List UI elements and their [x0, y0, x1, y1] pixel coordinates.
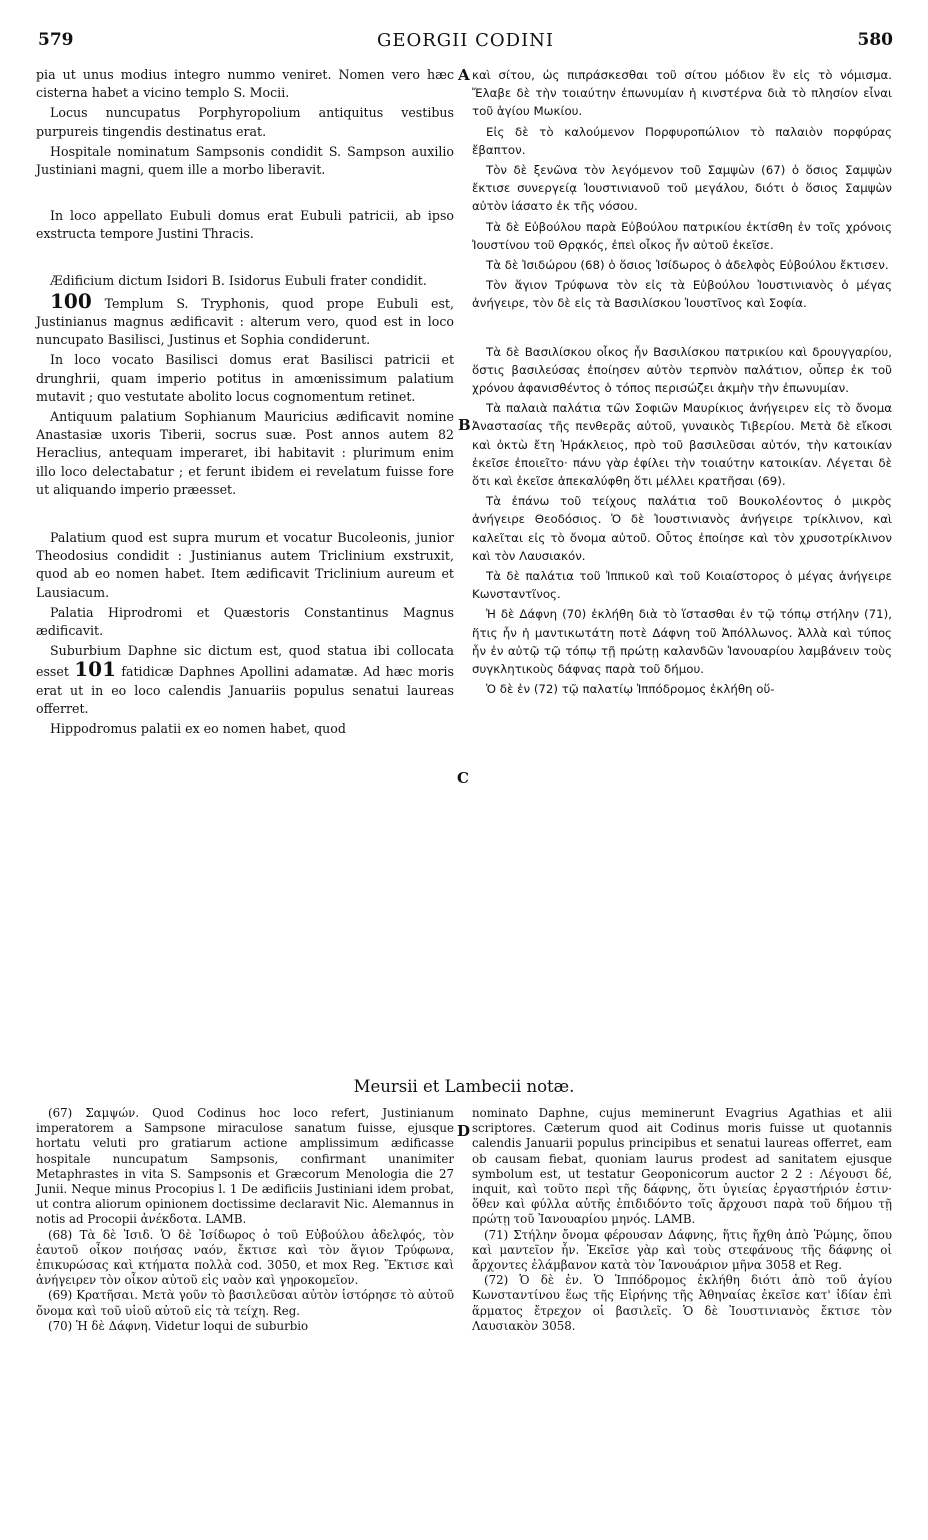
- latin-paragraph: Hippodromus palatii ex eo nomen habet, quod: [50, 721, 346, 737]
- latin-paragraph: Palatium quod est supra murum et vocatur Bucoleonis, junior Theodosius condidit : Justinianus autem Triclinium exstruxit, quod ab eo nomen habet. Item ædificavit Triclinium aureum et Lausiacum.: [36, 530, 454, 600]
- latin-paragraph: [36, 642, 454, 718]
- notes-left-column: [36, 1106, 454, 1334]
- latin-paragraph: Palatia Hiprodromi et Quæstoris Constantinus Magnus ædificavit.: [36, 604, 454, 639]
- notes-right-column: [472, 1106, 892, 1334]
- latin-paragraph: Locus nuncupatus Porphyropolium antiquitus vestibus purpureis tingendis destinatus erat.: [36, 105, 454, 139]
- greek-paragraph: Τὸν ἅγιον Τρύφωνα τὸν εἰς τὰ Εὐβούλου Ἰουστινιανὸς ὁ μέγας ἀνήγειρε, τὸν δὲ εἰς τὰ Βασιλίσκου Ἰουστῖνος καὶ Σοφία.: [472, 278, 892, 311]
- latin-text: Suburbium Daphne sic dictum est, quod statua ibi collocata esset: [36, 643, 454, 680]
- latin-paragraph: Hospitale nominatum Sampsonis condidit S. Sampson auxilio Justiniani magni, quem ille a morbo liberavit.: [36, 143, 454, 178]
- margin-mark-d: D: [457, 1122, 471, 1140]
- greek-paragraph: Τὸν δὲ ξενῶνα τὸν λεγόμενον τοῦ Σαμψὼν (67) ὁ ὅσιος Σαμψὼν ἔκτισε συνεργείᾳ Ἰουστινιανοῦ τοῦ μεγάλου, διότι ὁ ὅσιος Σαμψὼν αὐτὸν ἰάσατο ἐκ τῆς νόσου.: [472, 163, 892, 214]
- margin-mark-b: B: [458, 416, 471, 434]
- latin-paragraph: In loco vocato Basilisci domus erat Basilisci patricii et drunghrii, quam imperio potitus in amœnissimum palatium mutavit ; quo vestutate abolito locus cognomentum retinet.: [36, 352, 454, 404]
- greek-paragraph: Ὁ δὲ ἐν (72) τῷ παλατίῳ Ἱππόδρομος ἐκλήθη οὕ-: [486, 682, 775, 697]
- latin-paragraph: [36, 288, 454, 350]
- latin-paragraph: Antiquum palatium Sophianum Mauricius ædificavit nomine Anastasiæ uxoris Tiberii, socrus suæ. Post annos autem 82 Heraclius, antequam imperaret, ibi habitavit : plurimum enim illo loco delectabatur ; et ferunt ibidem ei revelatum fuisse fore ut aliquando imperio præesset.: [36, 409, 454, 497]
- note-paragraph: (67) Σαμψών. Quod Codinus hoc loco refert, Justinianum imperatorem a Sampsone miraculose sanatum fuisse, ejusque hortatu veluti pro gratiarum actione amplissimum ædificasse hospitale nuncupatum Sampsonis, confirmant unanimiter Metaphrastes in vita S. Sampsonis et Græcorum Menologia die 27 Junii. Neque minus Procopius l. 1 De ædificiis Justiniani idem probat, ut contra aliorum opinionem doctissime declaravit Nic. Alemannus in notis ad Procopii ἀνέκδοτα. LAMB.: [36, 1106, 454, 1227]
- note-paragraph: (70) Ἡ δὲ Δάφνη. Videtur loqui de suburbio: [48, 1318, 309, 1333]
- greek-paragraph: Τὰ ἐπάνω τοῦ τείχους παλάτια τοῦ Βουκολέοντος ὁ μικρὸς ἀνήγειρε Θεοδόσιος. Ὁ δὲ Ἰουστινιανὸς ἀνήγειρε τρίκλινον, καὶ καλεῖται εἰς τὸ ὄνομα αὐτοῦ. Οὗτος ἐποίησε καὶ τὸν χρυσοτρίκλινον καὶ τὸν Λαυσιακόν.: [472, 494, 892, 563]
- latin-paragraph: pia ut unus modius integro nummo veniret. Nomen vero hæc cisterna habet a vicino templo S. Mocii.: [36, 67, 454, 101]
- page-number-left: 579: [38, 30, 74, 50]
- latin-paragraph: In loco appellato Eubuli domus erat Eubuli patricii, ab ipso exstructa tempore Justini Thracis.: [36, 208, 454, 242]
- greek-paragraph: καὶ σίτου, ὡς πιπράσκεσθαι τοῦ σίτου μόδιον ἓν εἰς τὸ νόμισμα. Ἔλαβε δὲ τὴν τοιαύτην ἐπωνυμίαν ἡ κινστέρνα διὰ τὸ πλησίον εἶναι τοῦ ἁγίου Μωκίου.: [472, 68, 892, 119]
- page-header: [38, 30, 893, 60]
- note-paragraph: (68) Τὰ δὲ Ἰσιδ. Ὁ δὲ Ἰσίδωρος ὁ τοῦ Εὐβούλου ἀδελφός, τὸν ἑαυτοῦ οἶκον ποιήσας ναόν, ἔκτισε καὶ τὸν ἅγιον Τρύφωνα, ἐπικυρώσας καὶ κτήματα πολλὰ cod. 3050, et mox Reg. Ἔκτισε καὶ ἀνήγειρεν τὸν οἶκον αὐτοῦ εἰς ναὸν καὶ γηροκομεῖον.: [36, 1227, 454, 1288]
- notes-title: Meursii et Lambecii notæ.: [353, 1077, 575, 1096]
- latin-text: fatidicæ Daphnes Apollini adamatæ. Ad hæc moris erat ut in eo loco calendis Januariis populus senatui laureas offerret.: [36, 664, 454, 716]
- latin-text: Templum S. Tryphonis, quod prope Eubuli est, Justinianus magnus ædificavit : alterum vero, quod est in loco nuncupato Basilisci, Justinus et Sophia condiderunt.: [36, 295, 454, 348]
- greek-paragraph: Τὰ δὲ παλάτια τοῦ Ἱππικοῦ καὶ τοῦ Κοιαίστορος ὁ μέγας ἀνήγειρε Κωνσταντῖνος.: [472, 569, 892, 602]
- margin-mark-c: C: [457, 769, 469, 787]
- running-title: GEORGII CODINI: [376, 30, 555, 51]
- note-paragraph: (69) Κρατῆσαι. Μετὰ γοῦν τὸ βασιλεῦσαι αὐτὸν ἱστόρησε τὸ αὐτοῦ ὄνομα καὶ τοῦ υἱοῦ αὐτοῦ εἰς τὰ τείχη. Reg.: [36, 1288, 454, 1318]
- margin-mark-a: A: [458, 66, 470, 84]
- greek-paragraph: Ἡ δὲ Δάφνη (70) ἐκλήθη διὰ τὸ ἵστασθαι ἐν τῷ τόπῳ στήλην (71), ἥτις ἦν ἡ μαντικωτάτη ποτὲ Δάφνη τοῦ Ἀπόλλωνος. Ἀλλὰ καὶ τύπος ἦν ἐν αὐτῷ τῷ τόπῳ τῇ πρώτῃ καλανδῶν Ἰανουαρίου λαμβάνειν τοὺς συγκλητικοὺς δάφνας παρὰ τοῦ δήμου.: [472, 607, 892, 677]
- page-number-right: 580: [857, 30, 893, 50]
- note-paragraph: (72) Ὁ δὲ ἐν. Ὁ Ἱππόδρομος ἐκλήθη διότι ἀπὸ τοῦ ἁγίου Κωνσταντίνου ἕως τῆς Εἰρήνης τῆς Ἀθηναίας ἐκεῖσε κατ' ἰδίαν ἐπὶ ἅρματος ἔτρεχον οἱ βασιλεῖς. Ὁ δὲ Ἰουστινιανὸς ἔκτισε τὸν Λαυσιακὸν 3058.: [472, 1273, 892, 1333]
- greek-paragraph: Τὰ δὲ Ἰσιδώρου (68) ὁ ὅσιος Ἰσίδωρος ὁ ἀδελφὸς Εὐβούλου ἔκτισεν.: [486, 258, 889, 273]
- note-paragraph: nominato Daphne, cujus meminerunt Evagrius Agathias et alii scriptores. Cæterum quod ait Codinus moris fuisse ut quotannis calendis Januarii populus principibus et senatui laureas offerret, eam ob causam fiebat, quoniam laurus prodest ad sanitatem ejusque symbolum est, ut testatur Geoponicorum auctor 2 2 : Λέγουσι δέ, inquit, καὶ τοῦτο περὶ τῆς δάφνης, ὅτι ὑγιείας ἐργαστήριόν ἐστιν· ὅθεν καὶ φύλλα αὐτῆς ἐπιδιδόντο τοῖς ἄρχουσι παρὰ τοῦ δήμου τῇ πρώτῃ τοῦ Ἰανουαρίου μηνός. LAMB.: [472, 1106, 892, 1227]
- greek-paragraph: Τὰ δὲ Βασιλίσκου οἶκος ἦν Βασιλίσκου πατρικίου καὶ δρουγγαρίου, ὅστις βασιλεύσας ἐποίησεν αὐτὸν τερπνὸν παλάτιον, οὗπερ ἐκ τοῦ χρόνου ἀφανισθέντος ὁ τόπος περισώζει ἀκμὴν τὴν ἐπωνυμίαν.: [472, 344, 892, 396]
- greek-paragraph: Εἰς δὲ τὸ καλούμενον Πορφυροπώλιον τὸ παλαιὸν πορφύρας ἔβαπτον.: [472, 124, 892, 157]
- greek-paragraph: Τὰ παλαιὰ παλάτια τῶν Σοφιῶν Μαυρίκιος ἀνήγειρεν εἰς τὸ ὄνομα Ἀναστασίας τῆς πενθερᾶς αὐτοῦ, γυναικὸς Τιβερίου. Μετὰ δὲ εἴκοσι καὶ ὀκτὼ ἔτη Ἡράκλειος, πρὸ τοῦ βασιλεῦσαι αὐτόν, τὴν κατοικίαν ἐκεῖσε ἐποιεῖτο· πάνυ γὰρ ἐφίλει τὴν τοιαύτην κατοικίαν. Λέγεται δὲ ὅτι καὶ ἐκεῖσε ἀπεκαλύφθη ὅτι μέλλει κρατῆσαι (69).: [472, 401, 892, 489]
- note-paragraph: (71) Στήλην ὄνομα φέρουσαν Δάφνης, ἥτις ἤχθη ἀπὸ Ῥώμης, ὅπου καὶ μαντεῖον ἦν. Ἐκεῖσε γὰρ καὶ τοὺς στεφάνους τῆς δάφνης οἱ ἄρχοντες ἐλάμβανον κατὰ τὸν Ἰανουάριον μῆνα 3058 et Reg.: [472, 1227, 892, 1273]
- column-number-marker: 101: [74, 657, 116, 682]
- latin-paragraph: Ædificium dictum Isidori B. Isidorus Eubuli frater condidit.: [50, 272, 427, 288]
- greek-paragraph: Τὰ δὲ Εὐβούλου παρὰ Εὐβούλου πατρικίου ἐκτίσθη ἐν τοῖς χρόνοις Ἰουστίνου τοῦ Θρᾳκός, ἐπεὶ οἶκος ἦν αὐτοῦ ἐκεῖσε.: [472, 219, 892, 252]
- greek-column: [472, 66, 892, 701]
- column-number-marker: 100: [50, 288, 92, 313]
- latin-column: [36, 66, 454, 740]
